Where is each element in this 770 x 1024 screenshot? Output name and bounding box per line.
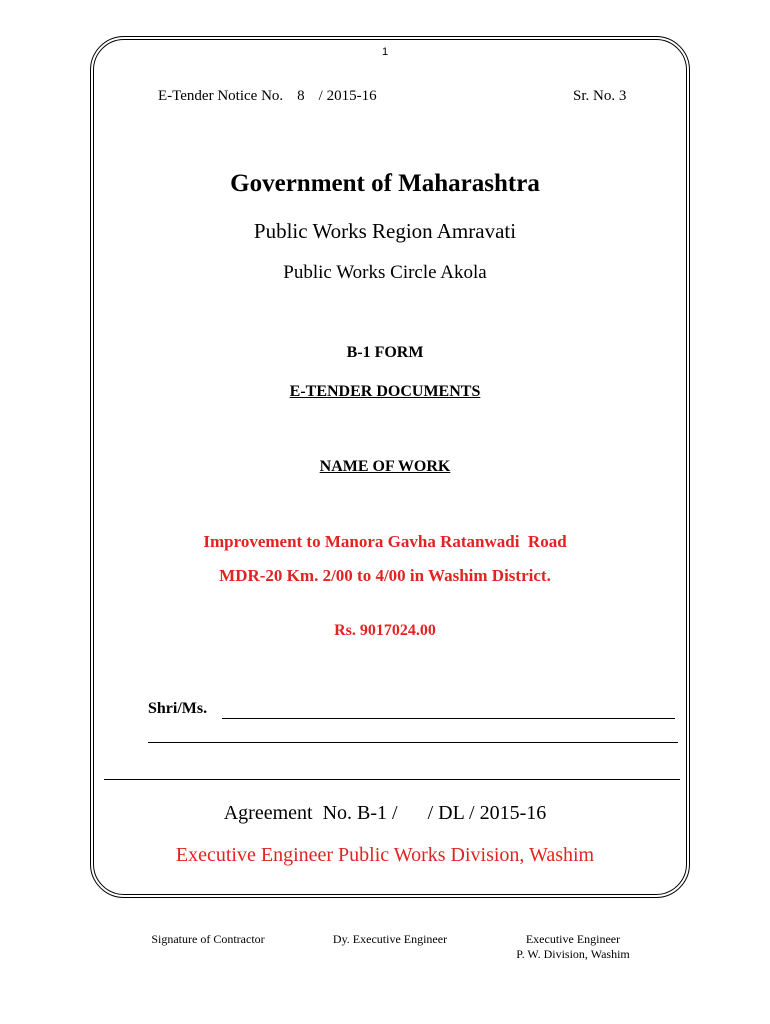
work-description-line1: Improvement to Manora Gavha Ratanwadi Road: [203, 532, 567, 551]
page-number: 1: [381, 46, 389, 58]
work-description-line2: MDR-20 Km. 2/00 to 4/00 in Washim District.: [219, 566, 551, 585]
contractor-name-label: Shri/Ms.: [148, 700, 208, 717]
work-amount: Rs. 9017024.00: [334, 622, 436, 639]
executive-engineer-signature-block: [500, 932, 646, 962]
name-of-work-text: NAME OF WORK: [319, 458, 451, 475]
executive-engineer-division: P. W. Division, Washim: [516, 947, 630, 961]
contractor-name-blank[interactable]: [222, 718, 675, 719]
executive-engineer-title: Executive Engineer: [525, 932, 621, 946]
contractor-signature-label: Signature of Contractor: [151, 932, 265, 946]
tender-notice-line: [158, 88, 377, 105]
region-title: Public Works Region Amravati: [253, 219, 517, 243]
document-type-heading: [0, 383, 770, 401]
tender-notice-number: 8: [297, 88, 305, 104]
document-type-text: E-TENDER DOCUMENTS: [289, 383, 481, 400]
name-of-work-heading: [0, 458, 770, 476]
contractor-extra-blank[interactable]: [104, 779, 680, 780]
agreement-part2: / DL / 2015-16: [427, 802, 547, 824]
contractor-address-blank[interactable]: [148, 742, 678, 743]
office-name: Executive Engineer Public Works Division, Washim: [175, 844, 595, 866]
form-name: B-1 FORM: [346, 344, 424, 361]
circle-title: Public Works Circle Akola: [283, 262, 487, 283]
agreement-number-line: [0, 802, 770, 825]
serial-number: Sr. No. 3: [573, 88, 627, 104]
government-title: Government of Maharashtra: [230, 170, 540, 197]
agreement-part1: Agreement No. B-1 /: [223, 802, 398, 824]
tender-notice-label: E-Tender Notice No.: [158, 88, 284, 104]
deputy-engineer-signature-label: Dy. Executive Engineer: [332, 932, 448, 946]
tender-notice-year: / 2015-16: [318, 88, 377, 104]
